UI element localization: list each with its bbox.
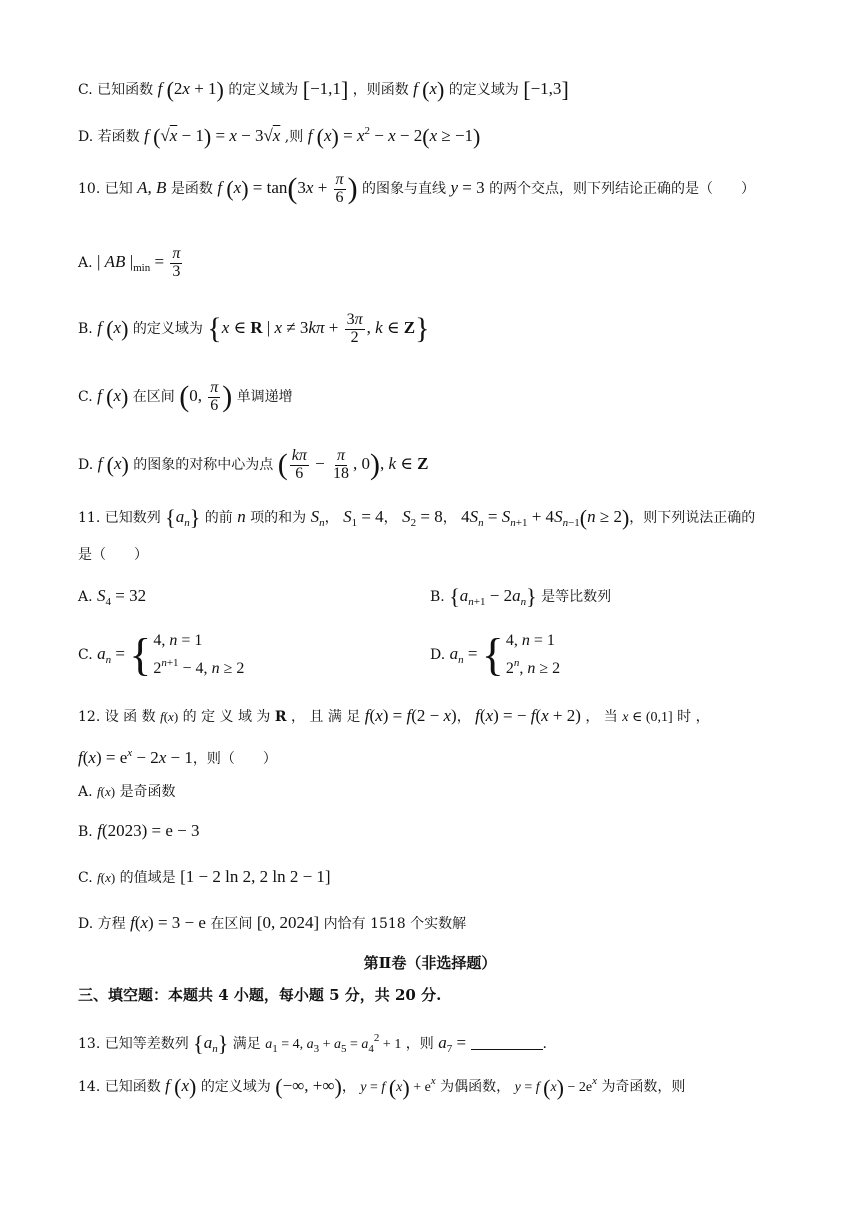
q9-c-domain1: [−1,1] xyxy=(302,77,349,103)
q10-function: f (x) = tan(3x + $\frac{\pi}{6}$ ) xyxy=(217,171,358,206)
q12-option-c: C. f(x) 的值域是 [1 − 2 ln 2, 2 ln 2 − 1] xyxy=(78,867,331,886)
q11-option-d: D. $a_n$ = { 4, n = 1 2$^n$, n ≥ 2 xyxy=(430,629,561,680)
q11-stem-line2: 是（ ） xyxy=(78,547,148,563)
q12-stem: 12. 设 函 数 f(x) 的 定 义 域 为 R ， 且 满 足 f(x) = f(2 − x)， f(x) = − f(x + 2) ， 当 x ∈ (0,1] 时 ， xyxy=(78,706,710,725)
q11-stem: 11. 已知数列 $\{a_n\}$ 的前 n 项的和为 $S_n$， $S_1 = 4$， $S_2 = 8$， $4S_n = S_{n+1} + 4S_{n-1}(n \ge 2)$，则下列说法正确的 xyxy=(78,505,756,531)
q11-option-a: A. $S_4 = 32$ xyxy=(78,586,147,608)
q11-option-c: C. $a_n$ = { 4, n = 1 $2^{n+1} - 4$, n ≥ 2 xyxy=(78,629,245,680)
q11-option-b: B. $\{a_{n+1} - 2a_n\}$ 是等比数列 xyxy=(430,584,612,610)
q12-stem-line2: $f(x) = e^x - 2x - 1$，则（ ） xyxy=(78,747,277,767)
q12-option-b: B. f(2023) = e − 3 xyxy=(78,821,200,840)
q9-option-d: D. 若函数 f (√x − 1) = x − 3√x ,则 f $(x) = x^2 - x - 2(x \ge -1)$ xyxy=(78,124,481,150)
q9-c-domain2: [−1,3] xyxy=(523,77,569,103)
q14: 14. 已知函数 f (x) 的定义域为 (−∞, +∞)， y = f $(x) + e^x$ 为偶函数， y = f $(x) - 2e^x$ 为奇函数，则 xyxy=(78,1074,686,1100)
q9-d-expr1: f (√x − 1) = x − 3√x xyxy=(144,124,281,150)
q13-answer-blank[interactable] xyxy=(471,1035,543,1050)
q9-c-expr2: f (x) xyxy=(413,77,445,103)
q12-option-a: A. f(x) 是奇函数 xyxy=(78,784,176,800)
section3-heading: 三、填空题：本题共 4 小题，每小题 5 分，共 20 分. xyxy=(78,986,442,1004)
q9-option-c: C. 已知函数 f (2x + 1) 的定义域为 [−1,1] ，则函数 f (x) 的定义域为 [−1,3] xyxy=(78,77,569,103)
q10-option-b: B. f (x) 的定义域为 {x ∈ R | x ≠ 3kπ + $\frac{3\pi}{2}$ , k ∈ Z} xyxy=(78,311,430,346)
q12-option-d: D. 方程 f(x) = 3 − e 在区间 [0, 2024] 内恰有 1518 个实数解 xyxy=(78,913,467,932)
q10-option-d: D. f (x) 的图象的对称中心为点 ( $\frac{k\pi}{6}$ − $\frac{\pi}{18}$ , 0), k ∈ Z xyxy=(78,447,429,482)
q10-option-c: C. f (x) 在区间 (0, $\frac{\pi}{6}$ ) 单调递增 xyxy=(78,379,293,414)
q10-stem: 10. 已知 A, B 是函数 f (x) = tan(3x + $\frac{\pi}{6}$ ) 的图象与直线 y = 3 的两个交点，则下列结论正确的是（ ） xyxy=(78,171,756,206)
q13: 13. 已知等差数列 $\{a_n\}$ 满足 $a_1 = 4$, $a_3 + a_5 = a_4^2 + 1$ ，则 $a_7$ = . xyxy=(78,1031,547,1057)
q10-option-a: A. | AB $|_{min}$ = $\frac{\pi}{3}$ xyxy=(78,245,181,280)
q9-d-expr2: f $(x) = x^2 - x - 2(x \ge -1)$ xyxy=(307,124,481,150)
q9-c-expr1: f (2x + 1) xyxy=(157,77,224,103)
part2-title: 第Ⅱ卷（非选择题） xyxy=(363,954,497,972)
